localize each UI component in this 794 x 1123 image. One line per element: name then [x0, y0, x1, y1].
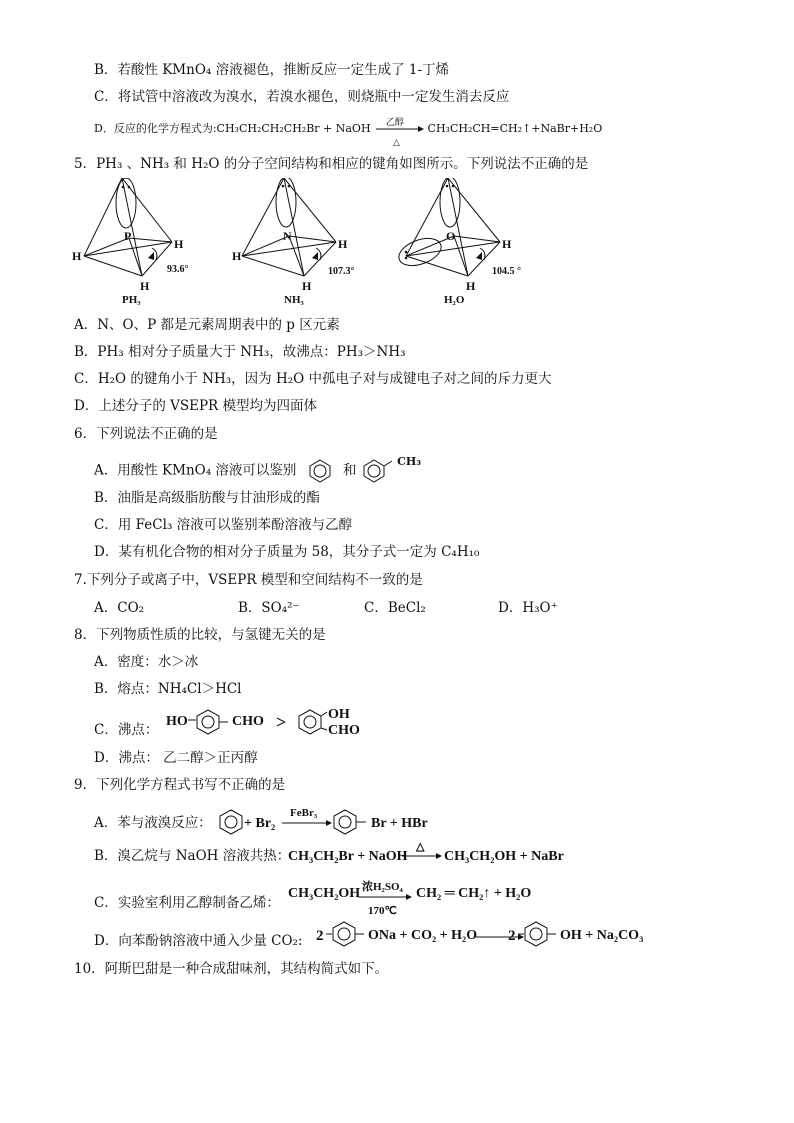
q6-a-prefix: A．用酸性 KMnO₄ 溶液可以鉴别: [94, 462, 297, 479]
h2o-center: O: [446, 229, 456, 243]
q9-b-cond: △: [416, 841, 425, 853]
q9-b-prefix: B．溴乙烷与 NaOH 溶液共热：: [94, 848, 291, 864]
q8-option-d: D．沸点： 乙二醇＞正丙醇: [94, 750, 258, 766]
q4-option-d: [94, 118, 603, 148]
q8-option-c: [94, 707, 360, 748]
q6-stem: 6．下列说法不正确的是: [74, 426, 218, 442]
q9-option-d: [94, 928, 644, 955]
q6-option-c: C．用 FeCl₃ 溶液可以鉴别苯酚溶液与乙醇: [94, 517, 353, 533]
benzene-ring-icon: [298, 708, 328, 736]
q9-a-prod: Br + HBr: [371, 816, 428, 831]
h2o-h-right: H: [502, 237, 512, 251]
benzene-ring-icon: [518, 921, 558, 947]
q6-a-and: 和: [343, 462, 357, 479]
nh3-h-right: H: [338, 237, 348, 251]
benzene-ring-icon: [218, 809, 244, 835]
q9-option-b: [94, 841, 564, 870]
ph3-h-bottom: H: [140, 279, 150, 293]
nh3-label: NH₃: [284, 294, 304, 306]
q4-d-arrow: [374, 118, 424, 148]
q9-c-right: CH₂ ═ CH₂↑ + H₂O: [416, 886, 532, 901]
q9-d-prefix: D．向苯酚钠溶液中通入少量 CO₂:: [94, 933, 303, 949]
q8-option-b: B．熔点：NH₄Cl＞HCl: [94, 681, 242, 697]
q10-stem: 10．阿斯巴甜是一种合成甜味剂，其结构简式如下。: [74, 961, 389, 977]
q9-d-coef1: 2: [316, 928, 324, 944]
q7-option-c: C．BeCl₂: [364, 600, 426, 616]
nh3-h-left: H: [232, 249, 242, 263]
q9-d-coef2: 2: [508, 928, 516, 944]
arrow-icon: [282, 818, 332, 828]
q9-option-a: [94, 807, 428, 837]
q8-c-prefix: C．沸点：: [94, 722, 159, 738]
h2o-h-bottom: H: [466, 279, 476, 293]
q4-d-cond-bottom: △: [393, 138, 400, 148]
q8-c-ho: HO: [166, 714, 188, 729]
h2o-structure: [395, 178, 500, 276]
q5-option-d: D．上述分子的 VSEPR 模型均为四面体: [74, 398, 318, 414]
nh3-center: N: [283, 229, 292, 243]
h2o-angle: 104.5 °: [492, 266, 521, 277]
q8-stem: 8．下列物质性质的比较，与氢键无关的是: [74, 627, 326, 643]
q7-option-d: D．H₃O⁺: [498, 600, 558, 616]
nh3-angle: 107.3°: [328, 266, 355, 277]
q9-d-ona: ONa + CO₂ + H₂O: [368, 928, 478, 943]
q6-option-d: D．某有机化合物的相对分子质量为 58，其分子式一定为 C₄H₁₀: [94, 544, 480, 560]
benzene-ring-icon: [326, 921, 366, 947]
q9-a-cat: FeBr₃: [290, 807, 318, 819]
q9-c-left: CH₃CH₂OH: [288, 886, 361, 901]
q9-b-right: CH₃CH₂OH + NaBr: [444, 849, 564, 864]
q7-option-b: B．SO₄²⁻: [238, 600, 300, 616]
q8-c-oh: OH: [328, 707, 350, 722]
q5-option-a: A．N、O、P 都是元素周期表中的 p 区元素: [74, 317, 340, 333]
q9-d-prod: OH + Na₂CO₃: [560, 928, 644, 943]
q9-c-cond-top: 浓H₂SO₄: [362, 881, 403, 893]
q7-stem: 7.下列分子或离子中，VSEPR 模型和空间结构不一致的是: [74, 572, 423, 588]
molecule-structure-diagram: [64, 178, 534, 308]
benzene-ring-icon: [307, 459, 333, 483]
toluene-ring-icon: [361, 459, 393, 483]
q5-option-b: B．PH₃ 相对分子质量大于 NH₃，故沸点：PH₃＞NH₃: [74, 344, 406, 360]
q6-option-a: [94, 454, 422, 483]
q5-option-c: C．H₂O 的键角小于 NH₃，因为 H₂O 中孤电子对与成键电子对之间的斥力更大: [74, 371, 552, 387]
q9-stem: 9．下列化学方程式书写不正确的是: [74, 777, 286, 793]
ph3-center: P: [124, 229, 132, 243]
q5-stem: 5．PH₃ 、NH₃ 和 H₂O 的分子空间结构和相应的键角如图所示。下列说法不正确的是: [74, 156, 589, 172]
ph3-structure: [84, 178, 172, 276]
nh3-h-bottom: H: [302, 279, 312, 293]
q9-b-left: CH₃CH₂Br + NaOH: [288, 849, 408, 864]
q9-option-c: [94, 881, 532, 917]
ph3-label: PH₃: [122, 294, 141, 306]
nh3-structure: [242, 178, 336, 276]
q4-option-c: C．将试管中溶液改为溴水，若溴水褪色，则烧瓶中一定发生消去反应: [94, 89, 510, 105]
ph3-h-right: H: [174, 237, 184, 251]
benzene-ring-icon: [332, 809, 368, 835]
q9-c-prefix: C．实验室利用乙醇制备乙烯：: [94, 895, 280, 911]
q9-c-cond-bottom: 170℃: [368, 905, 397, 917]
q8-c-gt: >: [276, 712, 287, 732]
q6-a-ch3: CH₃: [397, 454, 422, 468]
q8-c-cho: CHO: [232, 714, 264, 729]
benzene-ring-icon: [188, 708, 238, 736]
q4-d-suffix: CH₃CH₂CH=CH₂↑+NaBr+H₂O: [427, 122, 603, 135]
q8-option-a: A．密度：水＞冰: [94, 654, 199, 670]
arrow-icon: [402, 851, 442, 861]
q7-option-a: A．CO₂: [94, 600, 145, 616]
q9-a-prefix: A．苯与液溴反应：: [94, 815, 212, 831]
q6-option-b: B．油脂是高级脂肪酸与甘油形成的酯: [94, 490, 320, 506]
q8-c-cho2: CHO: [328, 723, 360, 738]
ph3-h-left: H: [72, 249, 82, 263]
q4-d-cond-top: 乙醇: [386, 118, 405, 128]
q9-a-br2: + Br₂: [244, 816, 276, 831]
h2o-label: H₂O: [444, 294, 465, 306]
q4-option-b: B．若酸性 KMnO₄ 溶液褪色，推断反应一定生成了 1-丁烯: [94, 62, 450, 78]
q4-d-prefix: D．反应的化学方程式为:CH₃CH₂CH₂CH₂Br + NaOH: [94, 122, 371, 135]
arrow-icon: [476, 932, 524, 942]
ph3-angle: 93.6°: [167, 264, 189, 275]
